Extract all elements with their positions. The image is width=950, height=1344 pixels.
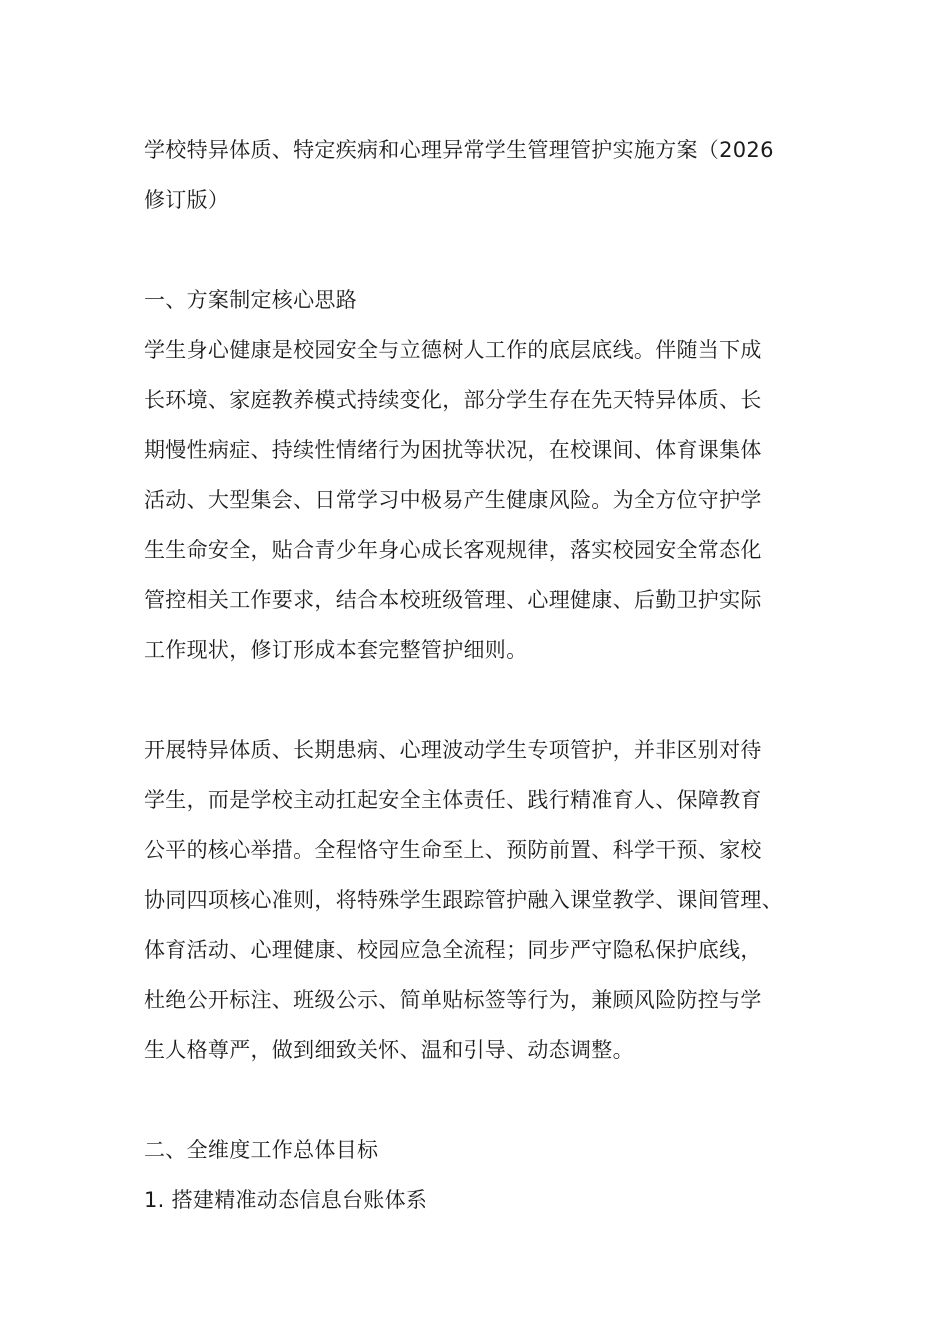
document-title: [144, 125, 844, 225]
paragraph-line: 体育活动、心理健康、校园应急全流程；同步严守隐私保护底线，: [144, 938, 762, 962]
paragraph-2: [144, 725, 844, 1075]
section-heading-2: 二、全维度工作总体目标: [144, 1138, 379, 1162]
paragraph-line: 开展特异体质、长期患病、心理波动学生专项管护，并非区别对待: [144, 738, 762, 762]
paragraph-line: 学生身心健康是校园安全与立德树人工作的底层底线。伴随当下成: [144, 338, 762, 362]
paragraph-line: 工作现状，修订形成本套完整管护细则。: [144, 638, 528, 662]
paragraph-line: 杜绝公开标注、班级公示、简单贴标签等行为，兼顾风险防控与学: [144, 988, 762, 1012]
paragraph-line: 长环境、家庭教养模式持续变化，部分学生存在先天特异体质、长: [144, 388, 762, 412]
paragraph-line: 管控相关工作要求，结合本校班级管理、心理健康、后勤卫护实际: [144, 588, 762, 612]
section-heading-1: 一、方案制定核心思路: [144, 288, 357, 312]
title-line: 修订版）: [144, 188, 230, 212]
paragraph-1: [144, 325, 844, 675]
paragraph-line: 期慢性病症、持续性情绪行为困扰等状况，在校课间、体育课集体: [144, 438, 762, 462]
blank-line: [144, 225, 844, 275]
blank-line: [144, 1075, 844, 1125]
paragraph-line: 活动、大型集会、日常学习中极易产生健康风险。为全方位守护学: [144, 488, 762, 512]
list-item: 1. 搭建精准动态信息台账体系: [144, 1188, 428, 1212]
blank-line: [144, 675, 844, 725]
paragraph-line: 学生，而是学校主动扛起安全主体责任、践行精准育人、保障教育: [144, 788, 762, 812]
paragraph-line: 生生命安全，贴合青少年身心成长客观规律，落实校园安全常态化: [144, 538, 762, 562]
title-line: 学校特异体质、特定疾病和心理异常学生管理管护实施方案（2026: [144, 138, 774, 162]
paragraph-line: 生人格尊严，做到细致关怀、温和引导、动态调整。: [144, 1038, 634, 1062]
paragraph-line: 协同四项核心准则，将特殊学生跟踪管护融入课堂教学、课间管理、: [144, 888, 783, 912]
paragraph-line: 公平的核心举措。全程恪守生命至上、预防前置、科学干预、家校: [144, 838, 762, 862]
document-body: [144, 125, 844, 1225]
